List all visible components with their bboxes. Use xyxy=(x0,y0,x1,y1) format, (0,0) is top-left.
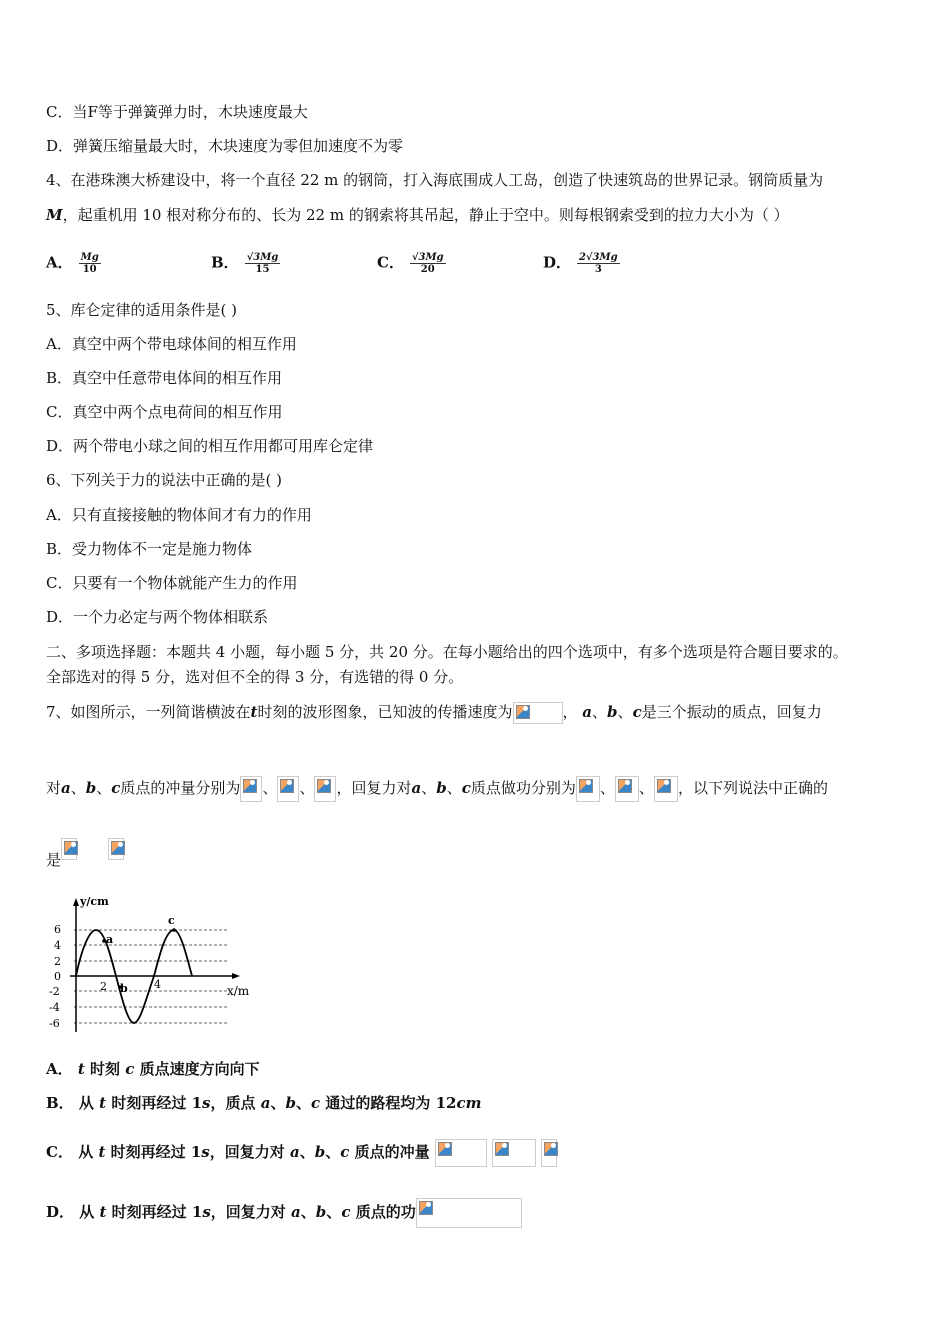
y-tick-label: 4 xyxy=(54,939,61,952)
point-c-label: c xyxy=(168,914,175,927)
option-d-prev: D．弹簧压缩量最大时，木块速度为零但加速度不为零 xyxy=(46,137,404,155)
q4-line1: 4、在港珠澳大桥建设中，将一个直径 22 m 的钢筒，打入海底围成人工岛，创造了快速筑岛的世界记录。钢筒质量为 xyxy=(46,171,824,189)
formula-image-icon xyxy=(314,776,336,802)
formula-image-icon xyxy=(654,776,678,802)
option-c-prev: C．当F等于弹簧弹力时，木块速度最大 xyxy=(46,103,308,121)
formula-image-icon xyxy=(576,776,600,802)
formula-image-icon xyxy=(108,838,124,860)
q7-line1: 7、如图所示，一列简谐横波在t时刻的波形图象，已知波的传播速度为 ， a、b、c是三个振动的质点，回复力 xyxy=(46,702,822,724)
formula-image-icon xyxy=(435,1139,487,1167)
section2-line2: 全部选对的得 5 分，选对但不全的得 3 分，有选错的得 0 分。 xyxy=(46,668,464,686)
q7-option-b: B． 从 t 时刻再经过 1s，质点 a、b、c 通过的路程均为 12cm xyxy=(46,1094,482,1112)
formula-image-icon xyxy=(61,838,77,860)
point-b-label: b xyxy=(120,982,128,995)
q4-line2: M，起重机用 10 根对称分布的、长为 22 m 的钢索将其吊起，静止于空中。则每根钢索受到的拉力大小为（ ） xyxy=(46,206,789,224)
q4-option-a: A． $\frac{Mg}{10}$ xyxy=(46,252,99,275)
q6-option-b: B．受力物体不一定是施力物体 xyxy=(46,540,253,558)
q4-option-c: C． $\frac{√3Mg}{20}$ xyxy=(377,252,444,275)
y-tick-label: 0 xyxy=(54,970,61,983)
q7-option-d: D． 从 t 时刻再经过 1s，回复力对 a、b、c 质点的功 xyxy=(46,1198,522,1228)
formula-image-icon xyxy=(416,1198,522,1228)
q7-option-a: A． t 时刻 c 质点速度方向向下 xyxy=(46,1060,260,1078)
q4-option-d: D． $\frac{2√3Mg}{3}$ xyxy=(543,252,618,275)
q6-option-c: C．只要有一个物体就能产生力的作用 xyxy=(46,574,298,592)
y-tick-label: -4 xyxy=(49,1001,60,1014)
formula-image-icon xyxy=(240,776,262,802)
x-tick-label: 4 xyxy=(154,978,161,991)
q6-stem: 6、下列关于力的说法中正确的是( ) xyxy=(46,471,283,489)
q5-option-c: C．真空中两个点电荷间的相互作用 xyxy=(46,403,283,421)
wave-graph xyxy=(44,893,269,1038)
q4-option-b: B． $\frac{√3Mg}{15}$ xyxy=(211,252,279,275)
formula-image-icon xyxy=(513,702,563,724)
q5-stem: 5、库仑定律的适用条件是( ) xyxy=(46,301,238,319)
formula-image-icon xyxy=(615,776,639,802)
formula-image-icon xyxy=(492,1139,536,1167)
y-tick-label: -2 xyxy=(49,985,60,998)
q7-line2: 对a、b、c质点的冲量分别为 、 、 ，回复力对a、b、c质点做功分别为 、 、 ，以下列说法中正确的 xyxy=(46,776,828,802)
q5-option-d: D．两个带电小球之间的相互作用都可用库仑定律 xyxy=(46,437,374,455)
q6-option-d: D．一个力必定与两个物体相联系 xyxy=(46,608,269,626)
point-a-label: a xyxy=(106,933,114,946)
formula-image-icon xyxy=(541,1139,557,1167)
q6-option-a: A．只有直接接触的物体间才有力的作用 xyxy=(46,506,312,524)
q7-line3: 是 xyxy=(46,851,62,869)
x-axis-arrow xyxy=(232,973,240,979)
q5-option-b: B．真空中任意带电体间的相互作用 xyxy=(46,369,283,387)
x-tick-label: 2 xyxy=(100,980,107,993)
y-tick-label: 2 xyxy=(54,955,61,968)
q5-option-a: A．真空中两个带电球体间的相互作用 xyxy=(46,335,297,353)
formula-image-icon xyxy=(277,776,299,802)
x-axis-label: x/m xyxy=(227,984,250,998)
y-axis-arrow xyxy=(73,898,79,906)
y-axis-label: y/cm xyxy=(80,895,109,908)
y-tick-label: 6 xyxy=(54,923,61,936)
q7-option-c: C． 从 t 时刻再经过 1s，回复力对 a、b、c 质点的冲量 xyxy=(46,1139,557,1167)
y-tick-label: -6 xyxy=(49,1017,60,1030)
section2-line1: 二、多项选择题：本题共 4 小题，每小题 5 分，共 20 分。在每小题给出的四个选项中，有多个选项是符合题目要求的。 xyxy=(46,643,848,661)
point-c xyxy=(172,928,176,932)
